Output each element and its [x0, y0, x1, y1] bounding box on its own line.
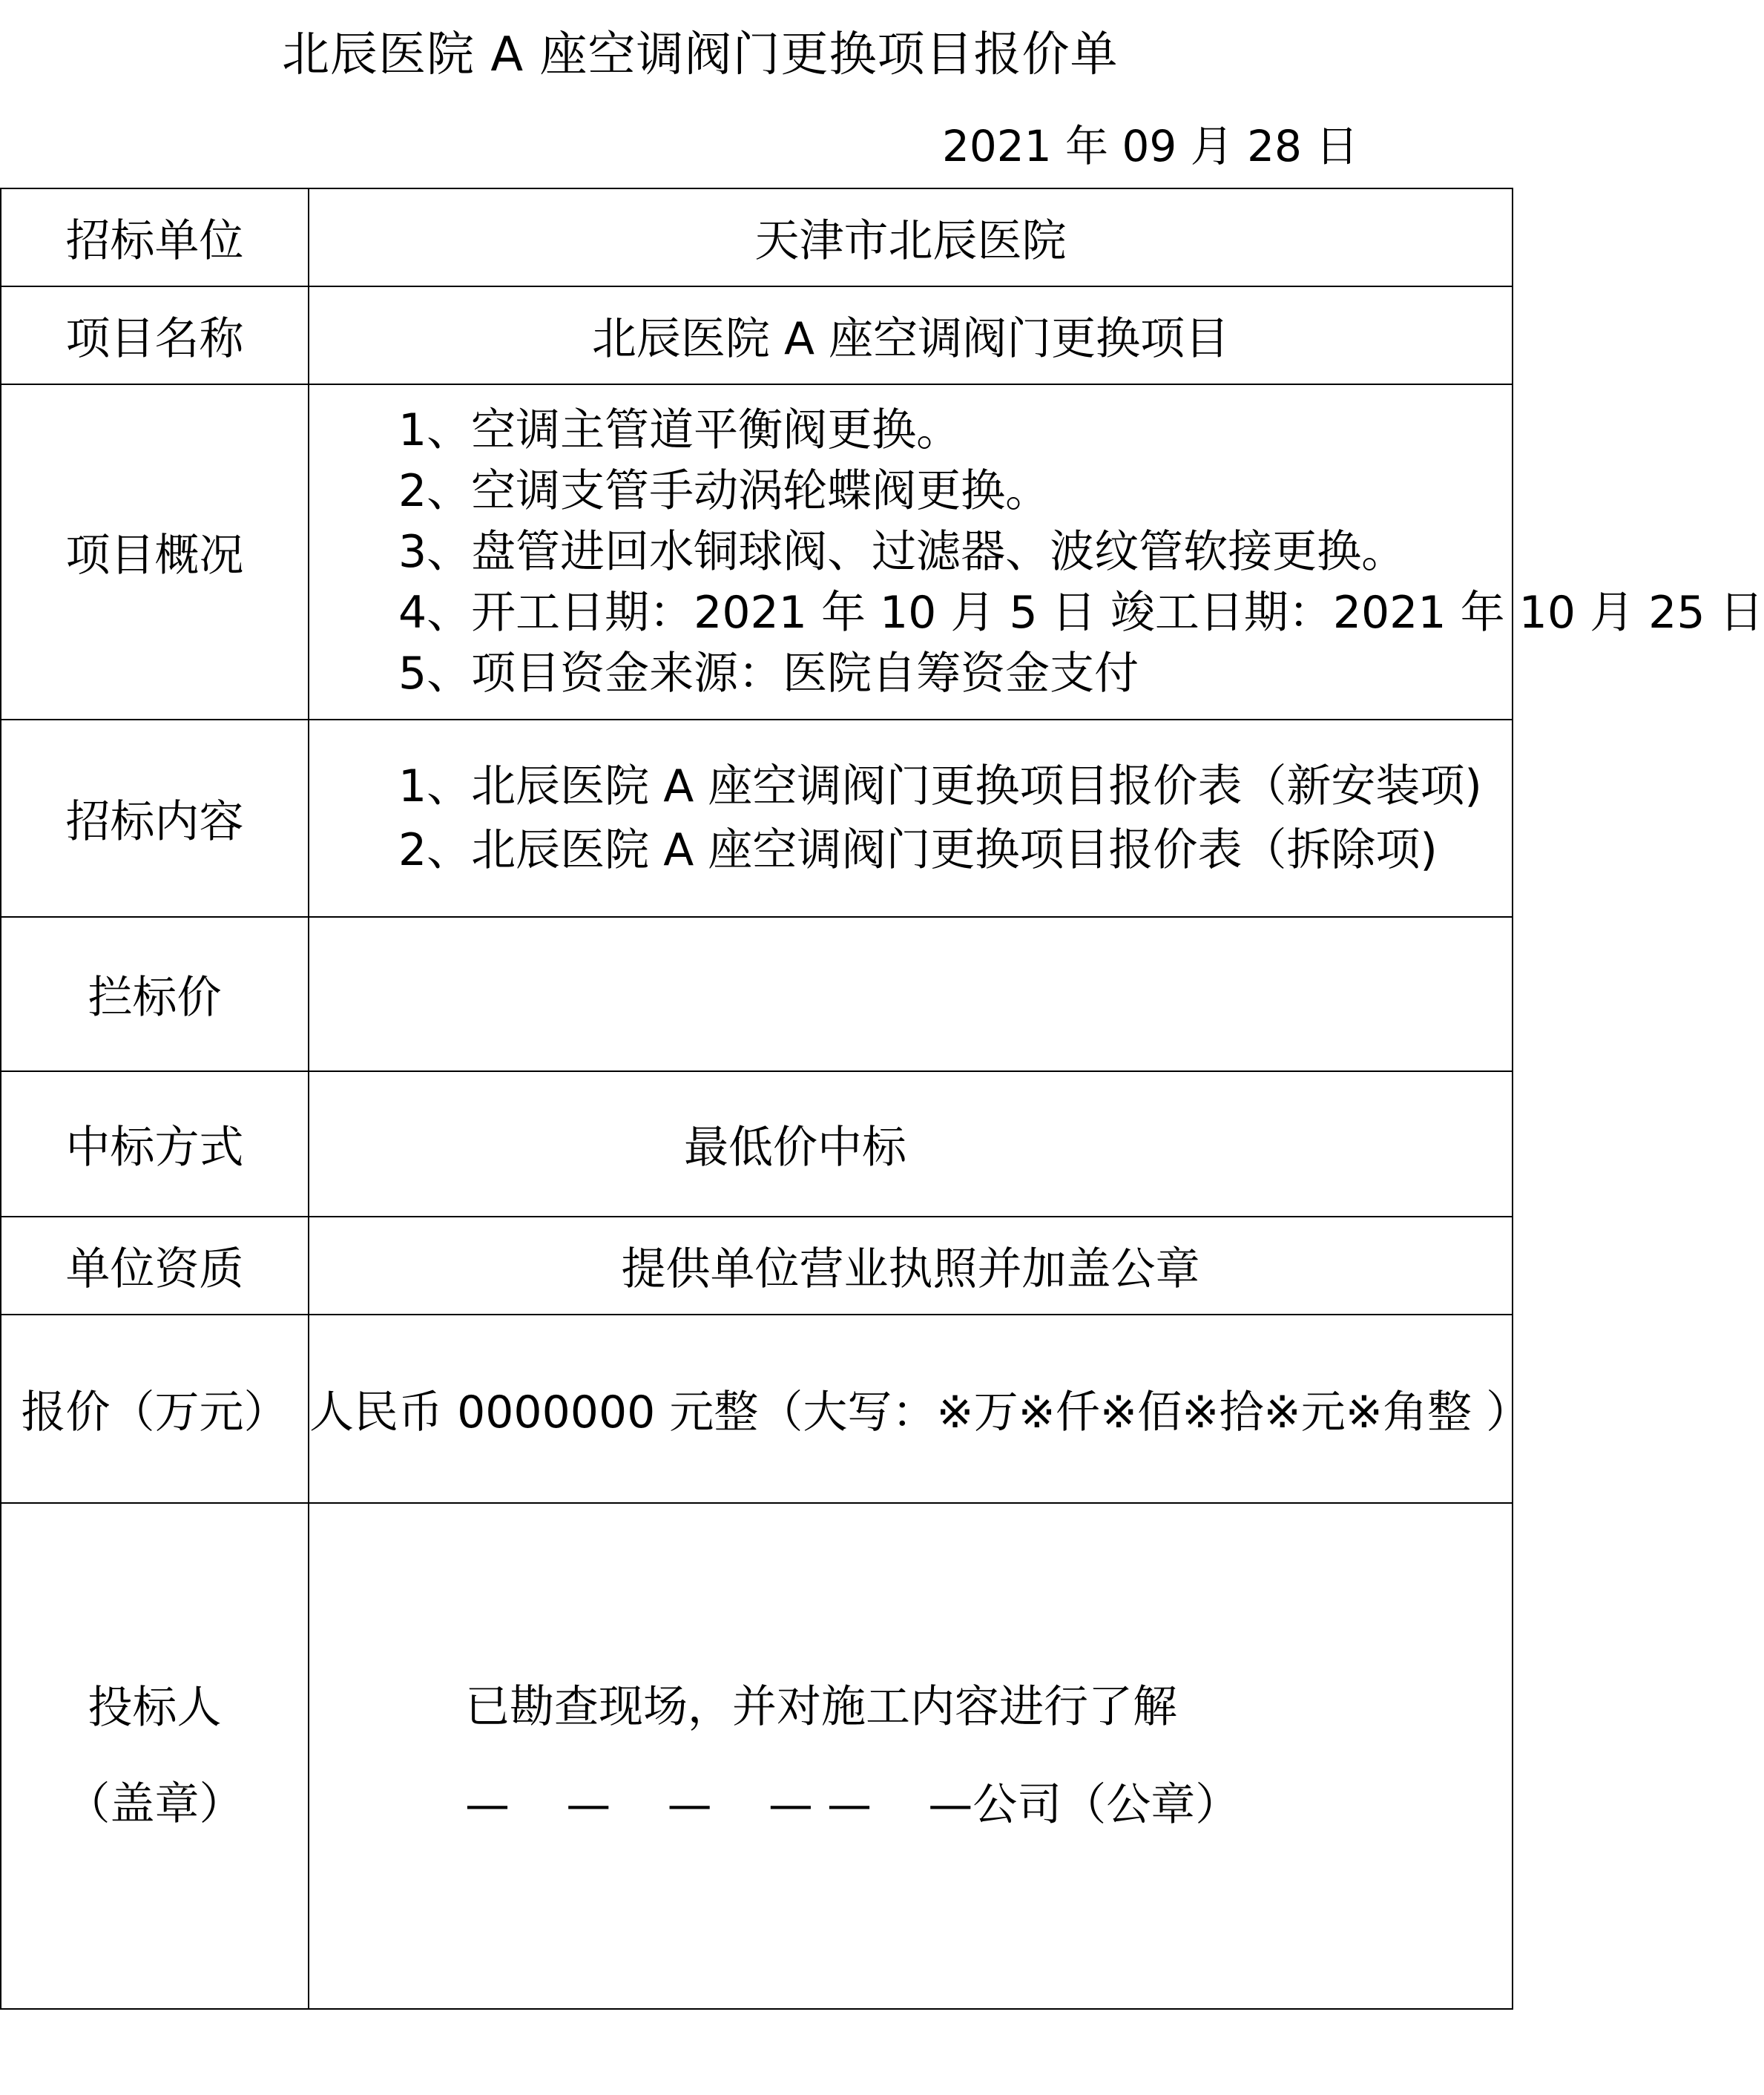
quotation-table [0, 188, 1764, 2010]
document-title: 北辰医院 A 座空调阀门更换项目报价单 [282, 27, 1119, 82]
bidder-value [309, 1503, 1513, 2009]
row-ceiling-price [1, 917, 1513, 1071]
project-overview-list [309, 384, 1764, 720]
row-qualification [1, 1217, 1513, 1315]
overview-item: 3、盘管进回水铜球阀、过滤器、波纹管软接更换。 [398, 526, 1406, 578]
ceiling-price-label: 拦标价 [1, 917, 309, 1071]
row-project-name [1, 286, 1513, 384]
quote-label: 报价（万元） [1, 1315, 309, 1503]
content-item: 1、北辰医院 A 座空调阀门更换项目报价表（新安装项) [398, 760, 1482, 812]
bidder-label [1, 1503, 309, 2009]
bidding-content-list [309, 720, 1513, 917]
overview-item: 1、空调主管道平衡阀更换。 [398, 404, 961, 456]
ceiling-price-value [309, 917, 1513, 1071]
content-item: 2、北辰医院 A 座空调阀门更换项目报价表（拆除项) [398, 824, 1438, 876]
row-quote [1, 1315, 1513, 1503]
bidder-company-line: — — — — — —公司（公章） [465, 1779, 1240, 1831]
quote-value: 人民币 0000000 元整（大写：※万※仟※佰※拾※元※角整 ） [309, 1315, 1513, 1503]
overview-item: 4、开工日期：2021 年 10 月 5 日 竣工日期：2021 年 10 月 25 日 [398, 587, 1764, 639]
bidder-label-line1: 投标人 [88, 1682, 222, 1734]
row-bidder [1, 1503, 1513, 2009]
row-bidding-unit [1, 188, 1513, 286]
bidding-content-label: 招标内容 [1, 720, 309, 917]
project-overview-label: 项目概况 [1, 384, 309, 720]
bidding-unit-label: 招标单位 [1, 188, 309, 286]
bidding-unit-value: 天津市北辰医院 [309, 188, 1513, 286]
award-method-label: 中标方式 [1, 1071, 309, 1217]
overview-item: 5、项目资金来源：医院自筹资金支付 [398, 648, 1139, 700]
bidder-label-line2: （盖章） [65, 1778, 244, 1830]
row-bidding-content [1, 720, 1513, 917]
qualification-value: 提供单位营业执照并加盖公章 [309, 1217, 1513, 1315]
document-date: 2021 年 09 月 28 日 [942, 121, 1359, 171]
row-project-overview [1, 384, 1513, 720]
project-name-label: 项目名称 [1, 286, 309, 384]
overview-item: 2、空调支管手动涡轮蝶阀更换。 [398, 465, 1050, 517]
row-award-method [1, 1071, 1513, 1217]
award-method-value: 最低价中标 [309, 1071, 1513, 1217]
qualification-label: 单位资质 [1, 1217, 309, 1315]
bidder-statement: 已勘查现场，并对施工内容进行了解 [465, 1681, 1177, 1733]
project-name-value: 北辰医院 A 座空调阀门更换项目 [309, 286, 1513, 384]
